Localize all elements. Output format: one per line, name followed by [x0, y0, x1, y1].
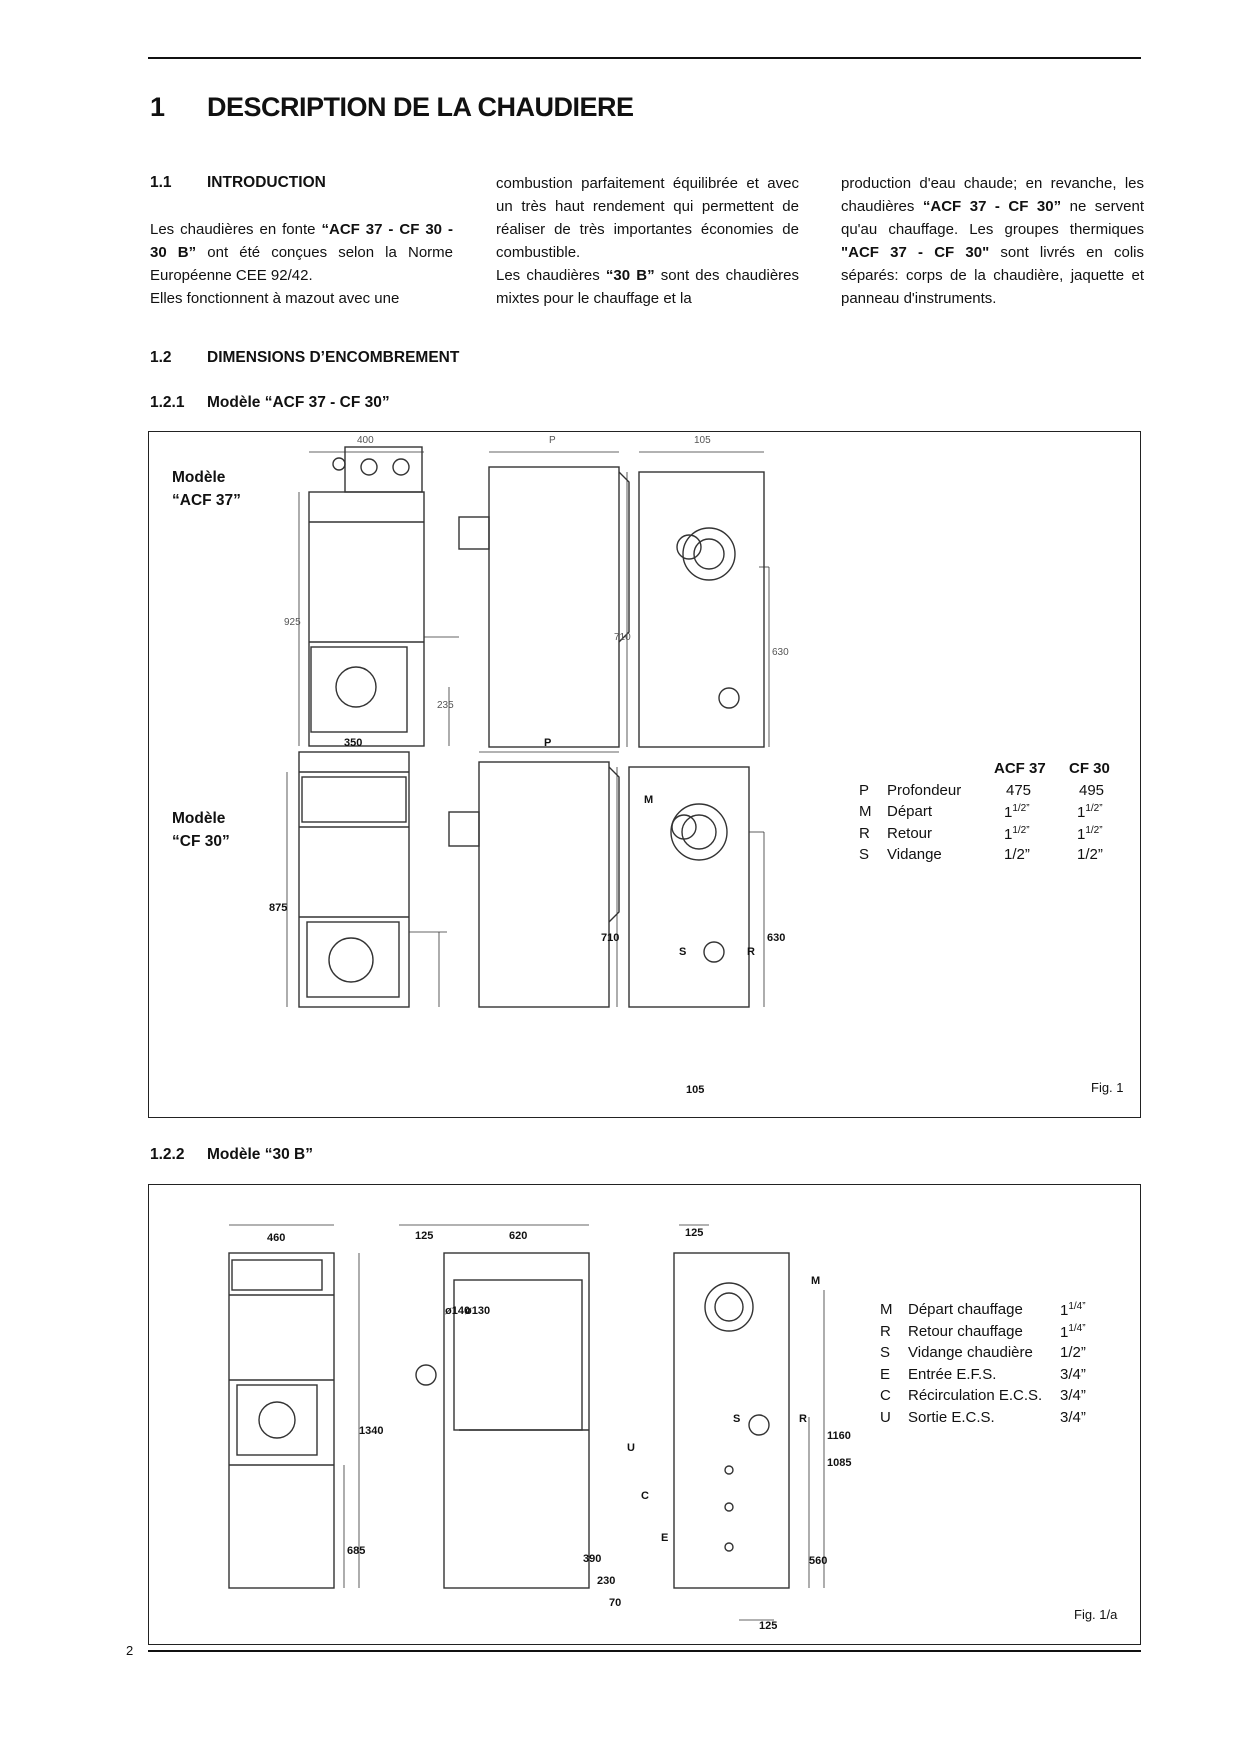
fraction: 1/4”	[1068, 1301, 1086, 1312]
label: Départ	[887, 803, 933, 820]
code: P	[859, 781, 870, 799]
spec-row-s	[859, 846, 1139, 868]
code: U	[880, 1408, 891, 1426]
value-acf37	[1004, 803, 1030, 821]
value-cf30: 1/2”	[1077, 846, 1103, 863]
code: M	[880, 1301, 893, 1318]
text: sont des chaudières mixtes pour le chauffage et la	[496, 267, 800, 307]
fig2-spec-table	[880, 1301, 1120, 1430]
sub1-number: 1.2.1	[150, 394, 185, 411]
spec-row-u	[880, 1409, 1120, 1431]
whole: 1	[1077, 825, 1086, 843]
dim-70: 70	[609, 1597, 622, 1609]
cf30-front-view	[287, 752, 447, 1007]
dim-105: 105	[694, 435, 711, 446]
dim-1085: 1085	[827, 1457, 852, 1469]
port-r2: R	[799, 1413, 807, 1425]
dim-230: 230	[597, 1575, 616, 1587]
cf30-side-view	[449, 752, 619, 1007]
label: Retour chauffage	[908, 1322, 1023, 1340]
dim-125-left: 125	[415, 1230, 434, 1242]
code: C	[880, 1387, 891, 1404]
value: 1/2”	[1060, 1344, 1086, 1361]
model-name: “ACF 37”	[172, 492, 241, 509]
intro-number: 1.1	[150, 174, 172, 191]
value-acf37: 475	[1006, 781, 1032, 799]
value-cf30	[1077, 803, 1103, 821]
spec-row-p	[859, 782, 1139, 804]
value: 3/4”	[1060, 1408, 1086, 1426]
figure-1-caption: Fig. 1	[1091, 1080, 1124, 1095]
intro-paragraph-2: Elles fonctionnent à mazout avec une	[150, 290, 400, 307]
acf37-front-view	[299, 447, 459, 746]
label-model-acf37	[172, 466, 241, 512]
port-r: R	[747, 946, 755, 958]
text: Les chaudières en fonte	[150, 221, 322, 238]
dim-630b: 630	[767, 932, 786, 944]
spec-row-e	[880, 1366, 1120, 1388]
model-names: “ACF 37 - CF 30”	[922, 198, 1062, 215]
dim-560: 560	[809, 1555, 828, 1567]
value-acf37: 1/2”	[1004, 846, 1030, 863]
label: Récirculation E.C.S.	[908, 1387, 1043, 1404]
value-cf30: 495	[1079, 781, 1105, 799]
model-word: Modèle	[172, 469, 226, 486]
model-names: “ACF 37 - CF 30 - 30 B”	[150, 221, 453, 261]
dim-1160: 1160	[827, 1430, 851, 1442]
sub2-title: Modèle “30 B”	[207, 1146, 313, 1163]
dim-875: 875	[269, 902, 288, 914]
spec-row-r	[859, 825, 1139, 847]
cf30-back-view	[617, 767, 764, 1007]
b30-front-view	[229, 1225, 359, 1588]
dim-710: 710	[614, 632, 631, 643]
whole: 1	[1077, 804, 1086, 821]
value: 3/4”	[1060, 1365, 1086, 1383]
intro-column-2	[496, 172, 799, 310]
port-m: M	[644, 794, 654, 806]
dim-p: P	[549, 435, 556, 446]
bottom-rule	[148, 1650, 1141, 1652]
port-s2: S	[733, 1413, 741, 1425]
intro-title: INTRODUCTION	[207, 174, 326, 191]
value	[1060, 1323, 1086, 1341]
port-m2: M	[811, 1275, 821, 1287]
model-name: “CF 30”	[172, 833, 230, 850]
code: E	[880, 1365, 891, 1383]
b30-side-view	[399, 1225, 589, 1588]
fraction: 1/2”	[1012, 824, 1030, 836]
intro-heading	[150, 174, 326, 192]
section-heading	[150, 92, 634, 123]
dim-390: 390	[583, 1553, 602, 1565]
dim-925: 925	[284, 617, 301, 628]
text: Les chaudières	[496, 267, 606, 284]
text: ne servent qu'au chauffage. Les groupes thermiques	[841, 198, 1144, 238]
intro-paragraph-3: combustion parfaitement équilibrée et avec un très haut rendement qui permettent de réaliser de très importantes économies de combustible.	[496, 175, 799, 261]
acf37-side-view	[459, 452, 629, 747]
code: M	[859, 803, 872, 820]
dim-630: 630	[772, 647, 789, 658]
text: ont été conçues selon la Norme Européenne CEE 92/42.	[150, 244, 453, 284]
dim-125-top: 125	[685, 1227, 704, 1239]
dim-p2: P	[544, 737, 552, 749]
spec-row-c	[880, 1387, 1120, 1409]
whole: 1	[1060, 1323, 1069, 1341]
code: S	[859, 846, 870, 863]
label: Entrée E.F.S.	[908, 1365, 997, 1383]
label: Retour	[887, 824, 933, 842]
intro-column-1	[150, 218, 453, 310]
port-c: C	[641, 1490, 649, 1502]
fraction: 1/2”	[1085, 824, 1103, 836]
spec-row-r	[880, 1323, 1120, 1345]
text: sont livrés en colis séparés: corps de la chaudière, jaquette et panneau d'instruments.	[841, 244, 1144, 307]
fraction: 1/2”	[1012, 803, 1030, 814]
spec-row-m	[859, 803, 1139, 825]
fraction: 1/4”	[1068, 1322, 1086, 1334]
dim-620: 620	[509, 1230, 528, 1242]
section-title: DESCRIPTION DE LA CHAUDIERE	[207, 92, 634, 122]
label: Vidange	[887, 846, 942, 863]
port-u: U	[627, 1442, 635, 1454]
dim-685: 685	[347, 1545, 366, 1557]
model-name: “30 B”	[605, 267, 655, 284]
dims-title: DIMENSIONS D’ENCOMBREMENT	[207, 349, 460, 366]
acf37-back-view	[627, 452, 769, 747]
spec-header	[859, 760, 1139, 782]
label: Vidange chaudière	[908, 1344, 1033, 1361]
intro-paragraph-1	[150, 218, 453, 287]
dims-heading	[150, 349, 459, 367]
figure-1-frame	[148, 431, 1141, 1118]
dim-140: ø140	[445, 1305, 471, 1317]
section-number: 1	[150, 92, 165, 122]
code: R	[859, 824, 870, 842]
port-e: E	[661, 1532, 669, 1544]
intro-paragraph-4	[496, 264, 799, 310]
value-cf30	[1077, 825, 1103, 843]
dim-710b: 710	[601, 932, 620, 944]
fig1-spec-table	[859, 760, 1139, 868]
spec-row-m	[880, 1301, 1120, 1323]
dim-125-bottom: 125	[759, 1620, 778, 1632]
dim-400: 400	[357, 435, 374, 446]
value: 3/4”	[1060, 1387, 1086, 1404]
dim-235: 235	[437, 700, 454, 711]
dim-105-bottom: 105	[686, 1084, 705, 1096]
value-acf37	[1004, 825, 1030, 843]
sub1-title: Modèle “ACF 37 - CF 30”	[207, 394, 390, 411]
intro-paragraph-5	[841, 172, 1144, 310]
figure-2-caption: Fig. 1/a	[1074, 1607, 1118, 1622]
dim-460: 460	[267, 1232, 286, 1244]
whole: 1	[1004, 825, 1013, 843]
spec-row-s	[880, 1344, 1120, 1366]
col-acf37: ACF 37	[994, 760, 1046, 777]
dims-number: 1.2	[150, 349, 172, 366]
code: S	[880, 1344, 891, 1361]
model-word: Modèle	[172, 810, 226, 827]
figure-2-frame	[148, 1184, 1141, 1645]
page-number: 2	[126, 1643, 134, 1658]
sub1-heading	[150, 394, 390, 412]
code: R	[880, 1322, 891, 1340]
sub2-number: 1.2.2	[150, 1146, 185, 1163]
dim-1340: 1340	[359, 1425, 384, 1437]
fraction: 1/2”	[1085, 803, 1103, 814]
col-cf30: CF 30	[1069, 760, 1110, 777]
label-model-cf30	[172, 807, 230, 853]
port-s: S	[679, 946, 687, 958]
whole: 1	[1004, 804, 1013, 821]
label: Profondeur	[887, 781, 962, 799]
text: production d'eau chaude; en revanche, les chaudières	[841, 175, 1144, 215]
label: Sortie E.C.S.	[908, 1408, 995, 1426]
top-rule	[148, 57, 1141, 59]
dim-350: 350	[344, 737, 363, 749]
label: Départ chauffage	[908, 1301, 1023, 1318]
model-names: "ACF 37 - CF 30"	[841, 244, 990, 261]
value	[1060, 1301, 1086, 1319]
intro-column-3	[841, 172, 1144, 310]
whole: 1	[1060, 1302, 1069, 1319]
sub2-heading	[150, 1146, 313, 1164]
dim-130: ø130	[465, 1305, 491, 1317]
